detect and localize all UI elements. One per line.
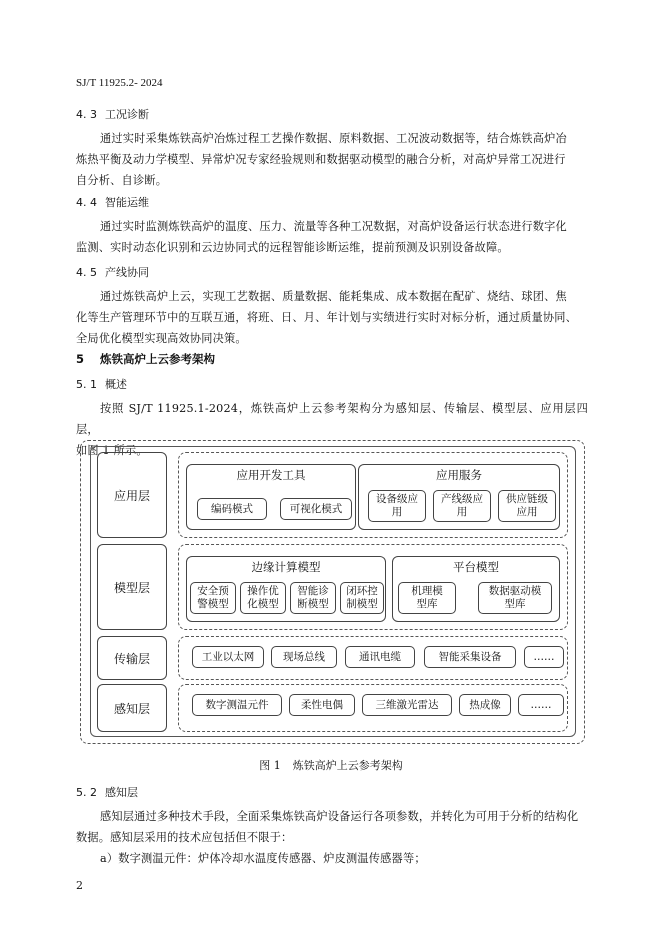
thermal-imaging-box: 热成像 [459, 694, 511, 716]
mechanism-model-library-box: 机理模 型库 [398, 582, 456, 614]
operation-optimization-model-box: 操作优 化模型 [240, 582, 286, 614]
comm-cable-box: 通讯电缆 [345, 646, 415, 668]
flexible-thermocouple-box: 柔性电偶 [289, 694, 355, 716]
standard-number: SJ/T 11925.2- 2024 [76, 77, 163, 89]
section-heading-4-4: 4. 4 智能运维 [76, 196, 149, 209]
paragraph-5-2: 感知层通过多种技术手段，全面采集炼铁高炉设备运行各项参数，并转化为可用于分析的结构化 数据。感知层采用的技术应包括但不限于： a）数字测温元件：炉体冷却水温度传感器、炉皮测温传感器等； [76, 810, 579, 865]
digital-temp-element-box: 数字测温元件 [192, 694, 282, 716]
edge-computing-title: 边缘计算模型 [251, 560, 321, 574]
line-app-box: 产线级应 用 [433, 490, 491, 522]
diagnosis-model-box: 智能诊 断模型 [290, 582, 336, 614]
industrial-ethernet-box: 工业以太网 [192, 646, 264, 668]
perception-more-box: …… [518, 694, 564, 716]
fieldbus-box: 现场总线 [271, 646, 337, 668]
layer-label-application: 应用层 [97, 452, 167, 538]
layer-label-perception: 感知层 [97, 684, 167, 732]
equipment-app-box: 设备级应 用 [368, 490, 426, 522]
section-heading-4-3: 4. 3 工况诊断 [76, 108, 149, 121]
app-services-title: 应用服务 [436, 468, 482, 482]
layer-label-transport: 传输层 [97, 636, 167, 680]
app-dev-tools-title: 应用开发工具 [236, 468, 306, 482]
figure-caption: 图 1 炼铁高炉上云参考架构 [259, 759, 403, 772]
paragraph-4-5: 通过炼铁高炉上云，实现工艺数据、质量数据、能耗集成、成本数据在配矿、烧结、球团、焦 化等生产管理环节中的互联互通，将班、日、月、年计划与实绩进行实时对标分析，通过质量协同、 全局优化模型实现高效协同决策。 [76, 290, 578, 345]
paragraph-5-1: 按照 SJ/T 11925.1-2024，炼铁高炉上云参考架构分为感知层、传输层、模型层、应用层四层， 如图 1 所示。 [76, 402, 588, 457]
transport-more-box: …… [524, 646, 564, 668]
3d-lidar-box: 三维激光雷达 [362, 694, 452, 716]
paragraph-4-4: 通过实时监测炼铁高炉的温度、压力、流量等各种工况数据，对高炉设备运行状态进行数字化 监测、实时动态化识别和云边协同式的远程智能诊断运维，提前预测及识别设备故障。 [76, 220, 567, 254]
smart-acquisition-device-box: 智能采集设备 [424, 646, 516, 668]
chapter-heading-5: 5 炼铁高炉上云参考架构 [76, 352, 216, 366]
layer-label-model: 模型层 [97, 544, 167, 630]
platform-model-title: 平台模型 [453, 560, 499, 574]
coding-mode-box: 编码模式 [197, 498, 267, 520]
visual-mode-box: 可视化模式 [280, 498, 352, 520]
section-heading-5-1: 5. 1 概述 [76, 378, 127, 391]
data-driven-model-library-box: 数据驱动模 型库 [478, 582, 552, 614]
page-number: 2 [76, 879, 83, 892]
section-heading-5-2: 5. 2 感知层 [76, 786, 138, 799]
supply-chain-app-box: 供应链级 应用 [498, 490, 556, 522]
closed-loop-control-model-box: 闭环控 制模型 [340, 582, 384, 614]
section-heading-4-5: 4. 5 产线协同 [76, 266, 149, 279]
paragraph-4-3: 通过实时采集炼铁高炉冶炼过程工艺操作数据、原料数据、工况波动数据等，结合炼铁高炉冶 炼热平衡及动力学模型、异常炉况专家经验规则和数据驱动模型的融合分析，对高炉异常工况进行 自分析、自诊断。 [76, 132, 567, 187]
safety-warning-model-box: 安全预 警模型 [190, 582, 236, 614]
app-dev-tools-group [186, 464, 356, 530]
